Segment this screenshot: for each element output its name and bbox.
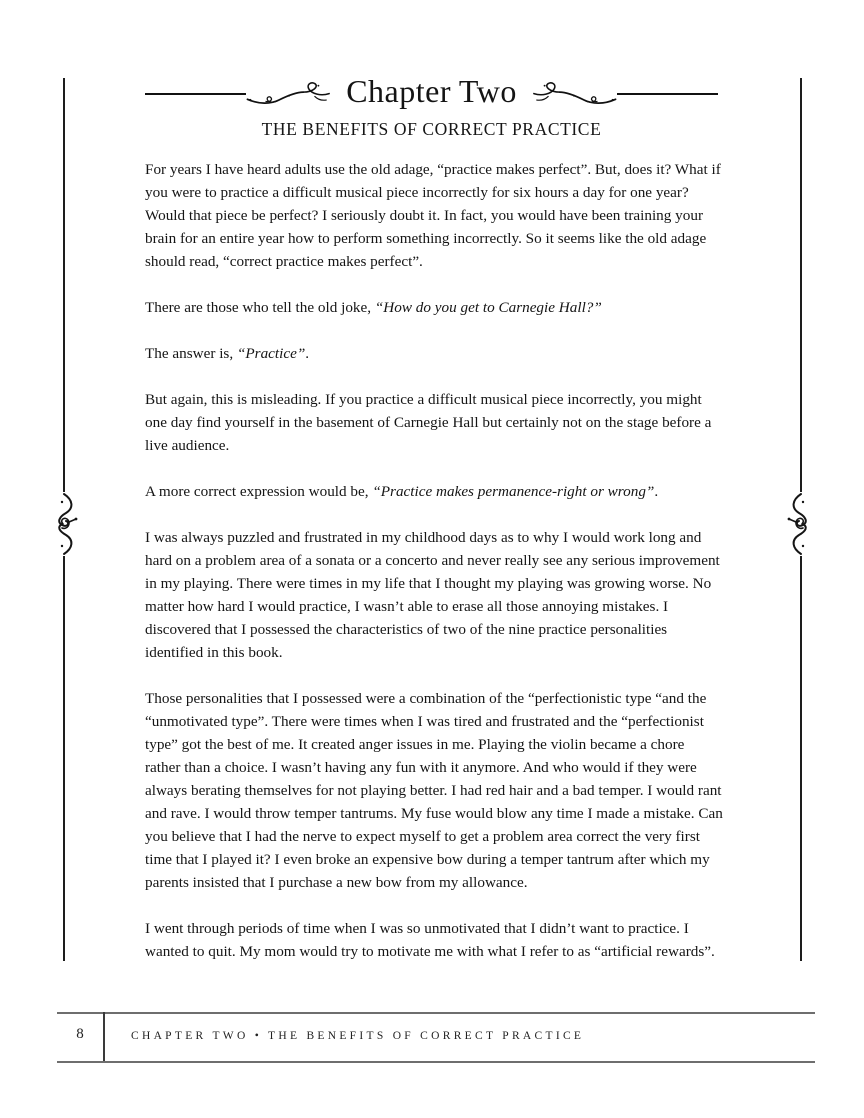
title-rule-left [145,93,246,95]
body-text [145,158,723,986]
chapter-title: Chapter Two [346,72,517,109]
italic-quote: “Practice” [236,345,306,362]
paragraph [145,480,723,503]
paragraph-text: There are those who tell the old joke, [145,299,375,316]
paragraph [145,342,723,365]
page-number: 8 [76,1026,84,1042]
paragraph [145,526,723,664]
paragraph-text: Those personalities that I possessed were a combination of the “perfectionistic type “and the “unmotivated type”. There were times when I was tired and frustrated and the “perfectionist type” got the best of me. It created anger issues in me. Playing the violin became a chore rather than a choice. I wasn’t having any fun with it anymore. And who would if they were always berating themselves for not playing better. I had red hair and a bad temper. I would rant and rave. I would throw temper tantrums. My fuse would blow any time I made a mistake. Can you believe that I had the nerve to expect myself to get a problem area correct the very first time that I played it? I even broke an expensive bow during a temper tantrum after which my parents insisted that I purchase a new bow from my allowance. [145,690,723,891]
paragraph-text: I went through periods of time when I was so unmotivated that I didn’t want to practice. I wanted to quit. My mom would try to motivate me with what I refer to as “artificial rewards”. [145,920,715,960]
title-flourish-right-icon [531,78,617,112]
paragraph-text: I was always puzzled and frustrated in my childhood days as to why I would work long and hard on a problem area of a sonata or a concerto and never really see any serious improvement in my playing. There were times in my life that I thought my playing was growing worse. No matter how hard I would practice, I wasn’t able to erase all those annoying mistakes. I discovered that I possessed the characteristics of two of the nine practice personalities identified in this book. [145,529,720,661]
paragraph [145,296,723,319]
title-rule-right [617,93,718,95]
paragraph-text: The answer is, [145,345,237,362]
paragraph-text: A more correct expression would be, [145,483,373,500]
paragraph-text: For years I have heard adults use the old adage, “practice makes perfect”. But, does it? What if you were to practice a difficult musical piece incorrectly for six hours a day for one year? Would that piece be perfect? I seriously doubt it. In fact, you would have been training your brain for an entire year how to perform something incorrectly. So it seems like the old adage should read, “correct practice makes perfect”. [145,161,721,270]
right-margin-flourish-icon [786,492,816,556]
paragraph-text: But again, this is misleading. If you practice a difficult musical piece incorrectly, you might one day find yourself in the basement of Carnegie Hall but certainly not on the stage before a live audience. [145,391,712,454]
italic-quote: “Practice makes permanence-right or wrong” [372,483,655,500]
paragraph-text: . [305,345,310,362]
italic-quote: “How do you get to Carnegie Hall?” [374,299,602,316]
title-flourish-left-icon [246,78,332,112]
footer-divider [103,1012,105,1063]
footer-rule-top [57,1012,815,1014]
chapter-header [145,70,718,140]
paragraph [145,687,723,894]
paragraph [145,388,723,457]
paragraph-text: . [654,483,659,500]
paragraph [145,917,723,963]
footer-rule-bottom [57,1061,815,1063]
chapter-subtitle: THE BENEFITS OF CORRECT PRACTICE [261,119,602,139]
left-margin-flourish-icon [49,492,79,556]
running-head: CHAPTER TWO • THE BENEFITS OF CORRECT PRACTICE [131,1030,585,1042]
paragraph [145,158,723,273]
